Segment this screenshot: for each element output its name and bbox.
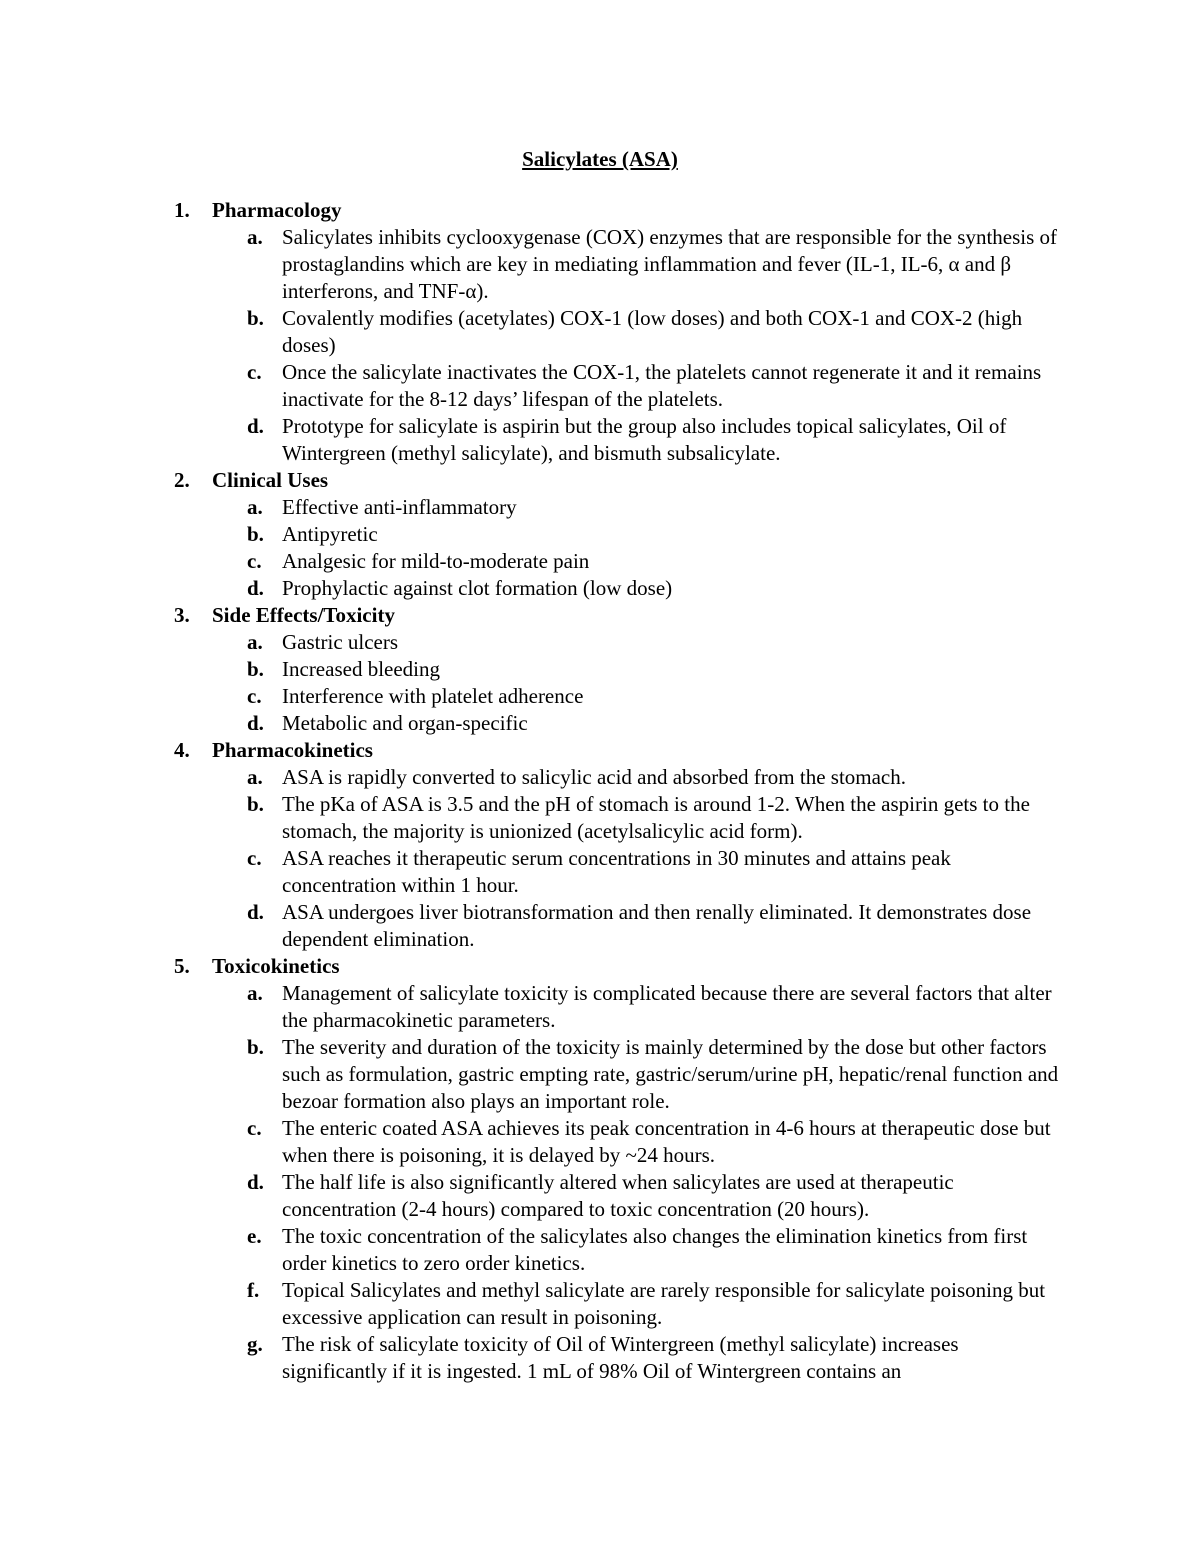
list-item xyxy=(0,656,1062,683)
section-toxicokinetics xyxy=(0,953,1200,1385)
section-pharmacokinetics xyxy=(0,737,1200,953)
item-letter: c. xyxy=(247,846,262,870)
item-text: The pKa of ASA is 3.5 and the pH of stomach is around 1-2. When the aspirin gets to the stomach, the majority is unionized (acetylsalicylic acid form). xyxy=(282,792,1030,843)
item-list xyxy=(0,764,1200,953)
item-letter: b. xyxy=(247,306,264,330)
section-heading xyxy=(0,953,1200,980)
section-heading xyxy=(0,602,1200,629)
section-title: Pharmacokinetics xyxy=(212,738,373,762)
section-pharmacology xyxy=(0,197,1200,467)
item-letter: d. xyxy=(247,1170,264,1194)
item-list xyxy=(0,980,1200,1385)
item-letter: a. xyxy=(247,495,263,519)
item-letter: b. xyxy=(247,1035,264,1059)
item-letter: c. xyxy=(247,1116,262,1140)
list-item xyxy=(0,899,1062,953)
item-text: Management of salicylate toxicity is complicated because there are several factors that alter the pharmacokinetic parameters. xyxy=(282,981,1052,1032)
section-number: 2. xyxy=(174,468,190,492)
list-item xyxy=(0,575,1062,602)
item-text: The toxic concentration of the salicylates also changes the elimination kinetics from first order kinetics to zero order kinetics. xyxy=(282,1224,1028,1275)
list-item xyxy=(0,1331,1062,1385)
section-heading xyxy=(0,737,1200,764)
list-item xyxy=(0,224,1062,305)
section-number: 3. xyxy=(174,603,190,627)
item-text: Once the salicylate inactivates the COX-1, the platelets cannot regenerate it and it remains inactivate for the 8-12 days’ lifespan of the platelets. xyxy=(282,360,1042,411)
section-side-effects xyxy=(0,602,1200,737)
list-item xyxy=(0,359,1062,413)
item-text: Salicylates inhibits cyclooxygenase (COX) enzymes that are responsible for the synthesis of prostaglandins which are key in mediating inflammation and fever (IL-1, IL-6, α and β interferons, and TNF-α). xyxy=(282,225,1058,303)
item-text: The risk of salicylate toxicity of Oil of Wintergreen (methyl salicylate) increases significantly if it is ingested. 1 mL of 98% Oil of Wintergreen contains an xyxy=(282,1332,959,1383)
item-letter: b. xyxy=(247,792,264,816)
item-text: Prototype for salicylate is aspirin but the group also includes topical salicylates, Oil of Wintergreen (methyl salicylate), and bismuth subsalicylate. xyxy=(282,414,1007,465)
item-text: Analgesic for mild-to-moderate pain xyxy=(282,549,590,573)
item-letter: c. xyxy=(247,360,262,384)
item-letter: b. xyxy=(247,522,264,546)
item-letter: g. xyxy=(247,1332,263,1356)
list-item xyxy=(0,980,1062,1034)
section-number: 4. xyxy=(174,738,190,762)
list-item xyxy=(0,1223,1062,1277)
list-item xyxy=(0,629,1062,656)
list-item xyxy=(0,1169,1062,1223)
item-letter: c. xyxy=(247,684,262,708)
item-text: Effective anti-inflammatory xyxy=(282,495,517,519)
list-item xyxy=(0,1277,1062,1331)
item-text: Prophylactic against clot formation (low dose) xyxy=(282,576,673,600)
section-title: Clinical Uses xyxy=(212,468,329,492)
item-list xyxy=(0,224,1200,467)
item-letter: d. xyxy=(247,576,264,600)
item-text: The enteric coated ASA achieves its peak concentration in 4-6 hours at therapeutic dose but when there is poisoning, it is delayed by ~24 hours. xyxy=(282,1116,1051,1167)
item-letter: d. xyxy=(247,900,264,924)
list-item xyxy=(0,494,1062,521)
item-letter: a. xyxy=(247,981,263,1005)
item-letter: f. xyxy=(247,1278,260,1302)
item-text: The severity and duration of the toxicity is mainly determined by the dose but other factors such as formulation, gastric empting rate, gastric/serum/urine pH, hepatic/renal function and bezoar formation also plays an important role. xyxy=(282,1035,1059,1113)
item-letter: b. xyxy=(247,657,264,681)
item-text: Gastric ulcers xyxy=(282,630,399,654)
list-item xyxy=(0,548,1062,575)
list-item xyxy=(0,413,1062,467)
list-item xyxy=(0,521,1062,548)
item-letter: c. xyxy=(247,549,262,573)
section-heading xyxy=(0,467,1200,494)
item-letter: a. xyxy=(247,765,263,789)
item-text: Interference with platelet adherence xyxy=(282,684,584,708)
item-letter: a. xyxy=(247,630,263,654)
section-heading xyxy=(0,197,1200,224)
list-item xyxy=(0,683,1062,710)
section-clinical-uses xyxy=(0,467,1200,602)
item-list xyxy=(0,629,1200,737)
list-item xyxy=(0,764,1062,791)
item-text: Topical Salicylates and methyl salicylate are rarely responsible for salicylate poisoning but excessive application can result in poisoning. xyxy=(282,1278,1046,1329)
item-letter: d. xyxy=(247,711,264,735)
list-item xyxy=(0,1115,1062,1169)
section-number: 1. xyxy=(174,198,190,222)
section-list xyxy=(0,197,1200,1385)
section-title: Side Effects/Toxicity xyxy=(212,603,395,627)
item-text: Metabolic and organ-specific xyxy=(282,711,528,735)
list-item xyxy=(0,1034,1062,1115)
item-text: ASA undergoes liver biotransformation and then renally eliminated. It demonstrates dose dependent elimination. xyxy=(282,900,1032,951)
item-list xyxy=(0,494,1200,602)
list-item xyxy=(0,791,1062,845)
item-text: ASA is rapidly converted to salicylic acid and absorbed from the stomach. xyxy=(282,765,907,789)
item-text: Increased bleeding xyxy=(282,657,441,681)
list-item xyxy=(0,845,1062,899)
item-text: ASA reaches it therapeutic serum concentrations in 30 minutes and attains peak concentration within 1 hour. xyxy=(282,846,951,897)
item-text: Antipyretic xyxy=(282,522,378,546)
list-item xyxy=(0,710,1062,737)
section-title: Pharmacology xyxy=(212,198,342,222)
section-number: 5. xyxy=(174,954,190,978)
item-letter: e. xyxy=(247,1224,262,1248)
item-text: Covalently modifies (acetylates) COX-1 (low doses) and both COX-1 and COX-2 (high doses) xyxy=(282,306,1023,357)
item-text: The half life is also significantly altered when salicylates are used at therapeutic concentration (2-4 hours) compared to toxic concentration (20 hours). xyxy=(282,1170,954,1221)
item-letter: a. xyxy=(247,225,263,249)
item-letter: d. xyxy=(247,414,264,438)
section-title: Toxicokinetics xyxy=(212,954,340,978)
list-item xyxy=(0,305,1062,359)
page-title: Salicylates (ASA) xyxy=(522,147,678,171)
